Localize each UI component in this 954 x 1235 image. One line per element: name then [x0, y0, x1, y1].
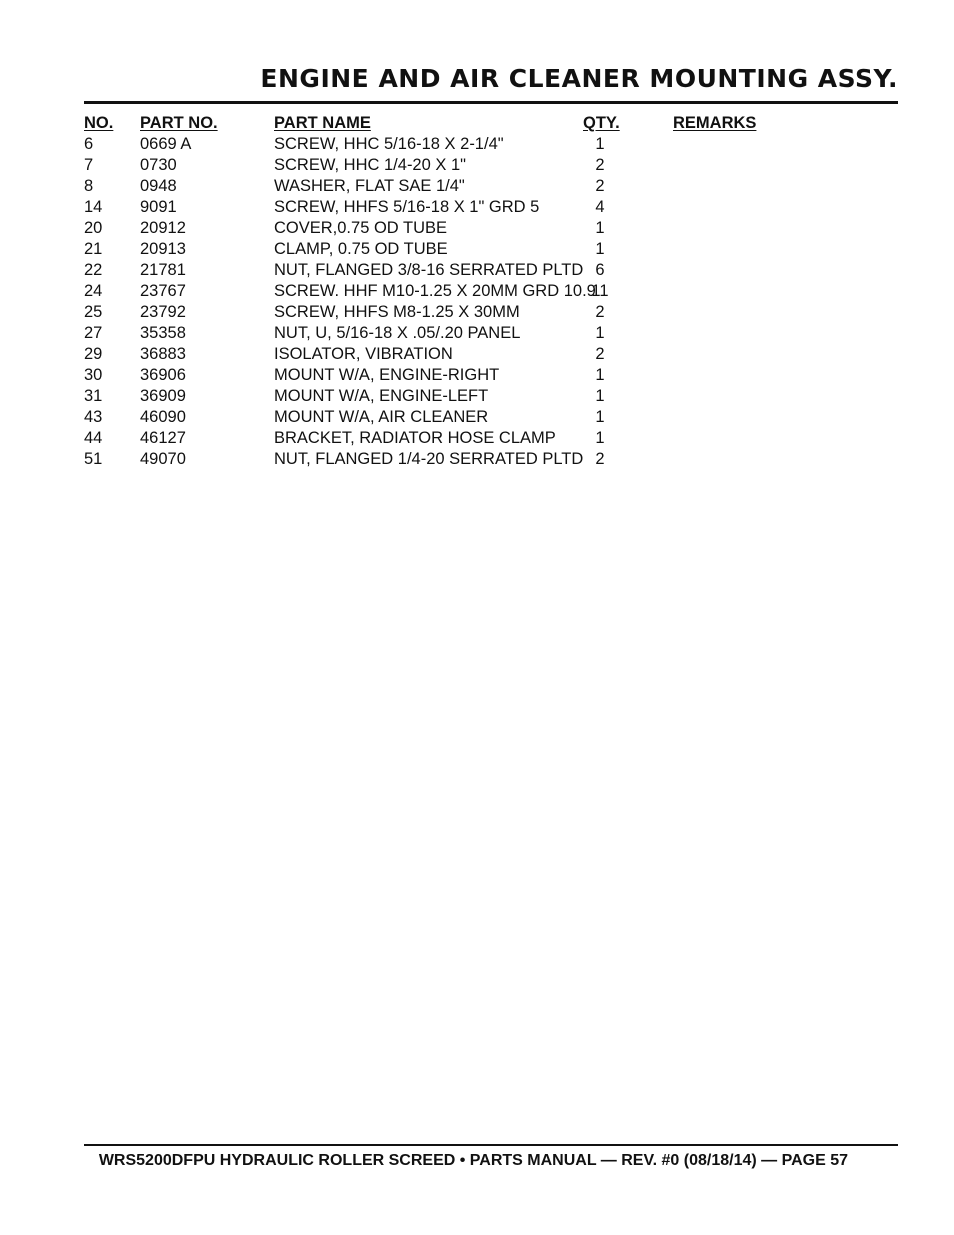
cell-no: 20	[84, 219, 103, 237]
header-part-name: PART NAME	[274, 114, 371, 132]
cell-qty: 6	[595, 261, 605, 279]
cell-no: 27	[84, 324, 103, 342]
table-body	[84, 134, 804, 470]
cell-part-no: 36883	[140, 345, 186, 363]
header-no: NO.	[84, 114, 114, 132]
table-row	[84, 428, 804, 449]
cell-qty: 1	[595, 429, 605, 447]
cell-part-name: SCREW, HHC 1/4-20 X 1"	[274, 156, 466, 174]
cell-no: 6	[84, 135, 94, 153]
cell-part-no: 35358	[140, 324, 186, 342]
cell-part-name: SCREW, HHC 5/16-18 X 2-1/4"	[274, 135, 504, 153]
cell-part-name: WASHER, FLAT SAE 1/4"	[274, 177, 465, 195]
table-row	[84, 197, 804, 218]
title-divider	[84, 101, 898, 104]
cell-qty: 1	[595, 387, 605, 405]
cell-no: 51	[84, 450, 103, 468]
cell-part-no: 20912	[140, 219, 186, 237]
cell-part-no: 36909	[140, 387, 186, 405]
cell-no: 8	[84, 177, 94, 195]
table-row	[84, 386, 804, 407]
table-row	[84, 407, 804, 428]
table-row	[84, 176, 804, 197]
cell-qty: 11	[591, 282, 609, 300]
cell-no: 31	[84, 387, 103, 405]
cell-part-no: 9091	[140, 198, 177, 216]
cell-part-no: 21781	[140, 261, 186, 279]
cell-part-name: MOUNT W/A, ENGINE-LEFT	[274, 387, 489, 405]
cell-qty: 1	[595, 324, 605, 342]
cell-part-name: CLAMP, 0.75 OD TUBE	[274, 240, 448, 258]
cell-part-name: SCREW, HHFS M8-1.25 X 30MM	[274, 303, 520, 321]
table-row	[84, 260, 804, 281]
cell-part-name: MOUNT W/A, ENGINE-RIGHT	[274, 366, 500, 384]
table-row	[84, 155, 804, 176]
cell-part-name: MOUNT W/A, AIR CLEANER	[274, 408, 489, 426]
cell-part-name: SCREW, HHFS 5/16-18 X 1" GRD 5	[274, 198, 540, 216]
header-qty: QTY.	[583, 114, 620, 132]
table-header-row	[84, 113, 804, 134]
cell-no: 44	[84, 429, 103, 447]
footer-divider	[84, 1144, 898, 1146]
cell-qty: 1	[595, 366, 605, 384]
cell-part-no: 23792	[140, 303, 186, 321]
cell-part-name: NUT, FLANGED 3/8-16 SERRATED PLTD	[274, 261, 584, 279]
cell-no: 24	[84, 282, 103, 300]
cell-qty: 1	[595, 219, 605, 237]
cell-no: 29	[84, 345, 103, 363]
table-row	[84, 344, 804, 365]
table-row	[84, 365, 804, 386]
cell-part-no: 46127	[140, 429, 186, 447]
table-row	[84, 302, 804, 323]
page-footer: WRS5200DFPU HYDRAULIC ROLLER SCREED • PARTS MANUAL — REV. #0 (08/18/14) — PAGE 57	[98, 1152, 848, 1169]
cell-part-no: 20913	[140, 240, 186, 258]
cell-part-no: 0948	[140, 177, 177, 195]
table-row	[84, 239, 804, 260]
cell-qty: 1	[595, 240, 605, 258]
cell-no: 14	[84, 198, 103, 216]
cell-qty: 2	[595, 156, 605, 174]
cell-part-no: 0730	[140, 156, 177, 174]
cell-qty: 2	[595, 303, 605, 321]
table-row	[84, 323, 804, 344]
cell-part-name: COVER,0.75 OD TUBE	[274, 219, 448, 237]
table-row	[84, 281, 804, 302]
cell-part-name: SCREW. HHF M10-1.25 X 20MM GRD 10.9	[274, 282, 596, 300]
header-remarks: REMARKS	[673, 114, 757, 132]
cell-part-no: 0669 A	[140, 135, 192, 153]
cell-no: 7	[84, 156, 94, 174]
cell-qty: 2	[595, 450, 605, 468]
cell-no: 30	[84, 366, 103, 384]
table-row	[84, 134, 804, 155]
cell-qty: 4	[595, 198, 605, 216]
cell-qty: 1	[595, 135, 605, 153]
cell-qty: 2	[595, 345, 605, 363]
table-row	[84, 449, 804, 470]
cell-part-name: ISOLATOR, VIBRATION	[274, 345, 453, 363]
cell-no: 25	[84, 303, 103, 321]
cell-no: 22	[84, 261, 103, 279]
cell-qty: 1	[595, 408, 605, 426]
cell-no: 43	[84, 408, 103, 426]
cell-part-no: 46090	[140, 408, 186, 426]
cell-part-name: BRACKET, RADIATOR HOSE CLAMP	[274, 429, 556, 447]
parts-table	[84, 113, 804, 470]
cell-no: 21	[84, 240, 103, 258]
cell-part-name: NUT, FLANGED 1/4-20 SERRATED PLTD	[274, 450, 584, 468]
cell-part-name: NUT, U, 5/16-18 X .05/.20 PANEL	[274, 324, 521, 342]
cell-part-no: 49070	[140, 450, 186, 468]
cell-part-no: 23767	[140, 282, 186, 300]
table-row	[84, 218, 804, 239]
header-part-no: PART NO.	[140, 114, 218, 132]
cell-part-no: 36906	[140, 366, 186, 384]
cell-qty: 2	[595, 177, 605, 195]
page-title: ENGINE AND AIR CLEANER MOUNTING ASSY.	[260, 64, 898, 93]
